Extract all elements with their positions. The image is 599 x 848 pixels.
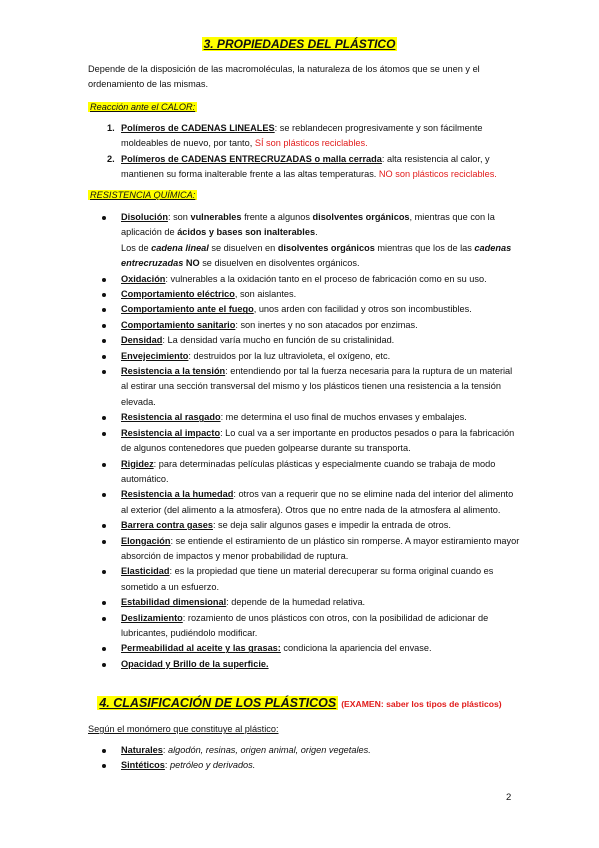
term: Elongación [121, 535, 171, 546]
desc: : alta resistencia al calor, y mantienen su forma inalterable frente a las altas temperaturas. [121, 153, 490, 180]
list-item-property [121, 534, 521, 565]
monomero-subtitle-text: Según el monómero que constituye al plástico: [88, 724, 279, 734]
term: Elasticidad [121, 566, 170, 577]
list-item-property [121, 287, 521, 302]
desc: : otros van a requerir que no se elimine nada del interior del alimento al exterior (del alimento a la atmosfera). Otros que no entre nada de la atmosfera al alimento. [121, 489, 514, 515]
intro-paragraph: Depende de la disposición de las macromoléculas, la naturaleza de los átomos que se unen y el ordenamiento de las mismas. [88, 64, 480, 90]
list-item-property [121, 410, 521, 425]
calor-list [107, 121, 531, 183]
term: Resistencia al impacto [121, 427, 221, 438]
term: Naturales [121, 745, 163, 755]
text: se disuelven en [208, 242, 278, 253]
desc: : Lo cual va a ser importante en productos pesados o para la fabricación de algunos contenedores que pueden golpearse durante su transporta. [121, 427, 515, 454]
calor-heading-text: Reacción ante el CALOR: [90, 102, 196, 112]
italic-text: cadenas entrecruzadas [121, 242, 512, 269]
bold-text: disolventes orgánicos [312, 212, 410, 222]
term: Rigidez [121, 458, 154, 469]
page-number: 2 [506, 792, 512, 803]
list-number: 2. [107, 153, 115, 164]
list-item-property [121, 595, 521, 610]
quimica-heading-text: RESISTENCIA QUÍMICA: [90, 190, 196, 200]
desc: : para determinadas películas plásticas y especialmente cuando se trabaja de modo automático. [121, 458, 496, 484]
text: Los de [121, 242, 152, 253]
desc: : entendiendo por tal la fuerza necesaria para la ruptura de un material al estirar una sección transversal del mismo y los plásticos tienen una resistencia a la tensión elevada. [121, 366, 513, 407]
calor-item-1 [107, 121, 531, 152]
desc: , son aislantes. [234, 289, 297, 300]
bold-text: ácidos y bases son inalterables [177, 227, 316, 238]
list-item-property [121, 641, 521, 656]
desc: condiciona la apariencia del envase. [280, 643, 432, 654]
desc: algodón, resinas, origen animal, origen vegetales. [167, 745, 371, 755]
list-item-property [121, 564, 521, 595]
section-3-title-text: 3. PROPIEDADES DEL PLÁSTICO [203, 37, 396, 51]
list-item-property [121, 364, 521, 410]
list-item-property [121, 487, 521, 518]
list-item-type: Sintéticos: petróleo y derivados. [121, 758, 521, 773]
text: : son [167, 212, 191, 222]
desc: : se reblandecen progresivamente y son fácilmente moldeables de nuevo, por tanto, [121, 123, 483, 149]
text: , mientras que con la aplicación de [121, 212, 495, 238]
recyclable-note: NO son plásticos reciclables. [378, 169, 497, 180]
desc: : rozamiento de unos plásticos con otros, con la posibilidad de adicionar de lubricantes, pudiéndolo modificar. [121, 612, 489, 638]
term: Comportamiento sanitario [121, 319, 236, 330]
desc: : se deja salir algunos gases e impedir la entrada de otros. [212, 520, 451, 531]
list-item-property [121, 333, 521, 348]
term: Resistencia a la humedad [121, 489, 234, 500]
text: se disuelven en disolventes orgánicos. [199, 258, 360, 269]
term: Opacidad y Brillo de la superficie. [121, 658, 269, 669]
bold-text: vulnerables [190, 212, 242, 222]
section-4-title [0, 695, 599, 712]
quimica-heading [88, 188, 197, 203]
desc: petróleo y derivados. [170, 760, 256, 771]
desc: : vulnerables a la oxidación tanto en el proceso de fabricación como en su uso. [165, 273, 487, 284]
properties-list [121, 210, 521, 672]
list-item-property [121, 272, 521, 287]
italic-text: cadena lineal [151, 242, 209, 253]
list-item-property [121, 349, 521, 364]
term: Comportamiento eléctrico [121, 289, 235, 300]
desc: : son inertes y no son atacados por enzimas. [235, 319, 418, 330]
term: Polímeros de CADENAS ENTRECRUZADAS o malla cerrada [121, 153, 382, 164]
term: Densidad [121, 335, 163, 346]
term: Disolución [121, 212, 168, 222]
list-item-type: Naturales: algodón, resinas, origen animal, origen vegetales. [121, 743, 521, 758]
term: Permeabilidad al aceite y las grasas: [121, 643, 281, 654]
text: . [315, 227, 318, 238]
term: Estabilidad dimensional [121, 597, 227, 608]
desc: , unos arden con facilidad y otros son incombustibles. [253, 304, 472, 315]
term: Deslizamiento [121, 612, 183, 623]
desc: : depende de la humedad relativa. [226, 597, 366, 608]
list-number: 1. [107, 123, 115, 133]
text: frente a algunos [241, 212, 313, 222]
desc: : es la propiedad que tiene un material derecuperar su forma original cuando es sometido a un esfuerzo. [121, 566, 494, 592]
term: Resistencia al rasgado [121, 412, 221, 423]
recyclable-note: SÍ son plásticos reciclables. [254, 138, 368, 149]
bold-text: disolventes orgánicos [277, 242, 375, 253]
desc: : se entiende el estiramiento de un plástico sin romperse. A mayor estiramiento mayor absorción de impactos y menor probabilidad de ruptura. [121, 535, 520, 561]
types-list [121, 743, 521, 774]
section-4-title-text: 4. CLASIFICACIÓN DE LOS PLÁSTICOS [99, 696, 337, 710]
desc: : La densidad varía mucho en función de su cristalinidad. [162, 335, 395, 346]
term: Oxidación [121, 273, 166, 284]
list-item-property [121, 302, 521, 317]
bold-text: NO [185, 258, 200, 269]
term: Polímeros de CADENAS LINEALES [121, 123, 275, 133]
term: Envejecimiento [121, 350, 189, 361]
desc: : me determina el uso final de muchos envases y embalajes. [220, 412, 467, 423]
calor-heading [88, 100, 197, 115]
monomero-subtitle [88, 722, 279, 737]
term: Barrera contra gases [121, 520, 213, 531]
list-item-property [121, 457, 521, 488]
list-item-disolucion [121, 210, 521, 272]
term: Resistencia a la tensión [121, 366, 226, 377]
list-item-property [121, 518, 521, 533]
calor-item-2 [107, 152, 531, 183]
exam-note: (EXAMEN: saber los tipos de plásticos) [341, 699, 502, 709]
text: mientras que los de las [374, 242, 475, 253]
list-item-property [121, 318, 521, 333]
term: Sintéticos [121, 760, 165, 771]
list-item-property [121, 611, 521, 642]
term: Comportamiento ante el fuego [121, 304, 254, 315]
section-3-title [0, 36, 599, 52]
list-item-property [121, 657, 521, 672]
list-item-property [121, 426, 521, 457]
desc: : destruidos por la luz ultravioleta, el oxígeno, etc. [188, 350, 391, 361]
